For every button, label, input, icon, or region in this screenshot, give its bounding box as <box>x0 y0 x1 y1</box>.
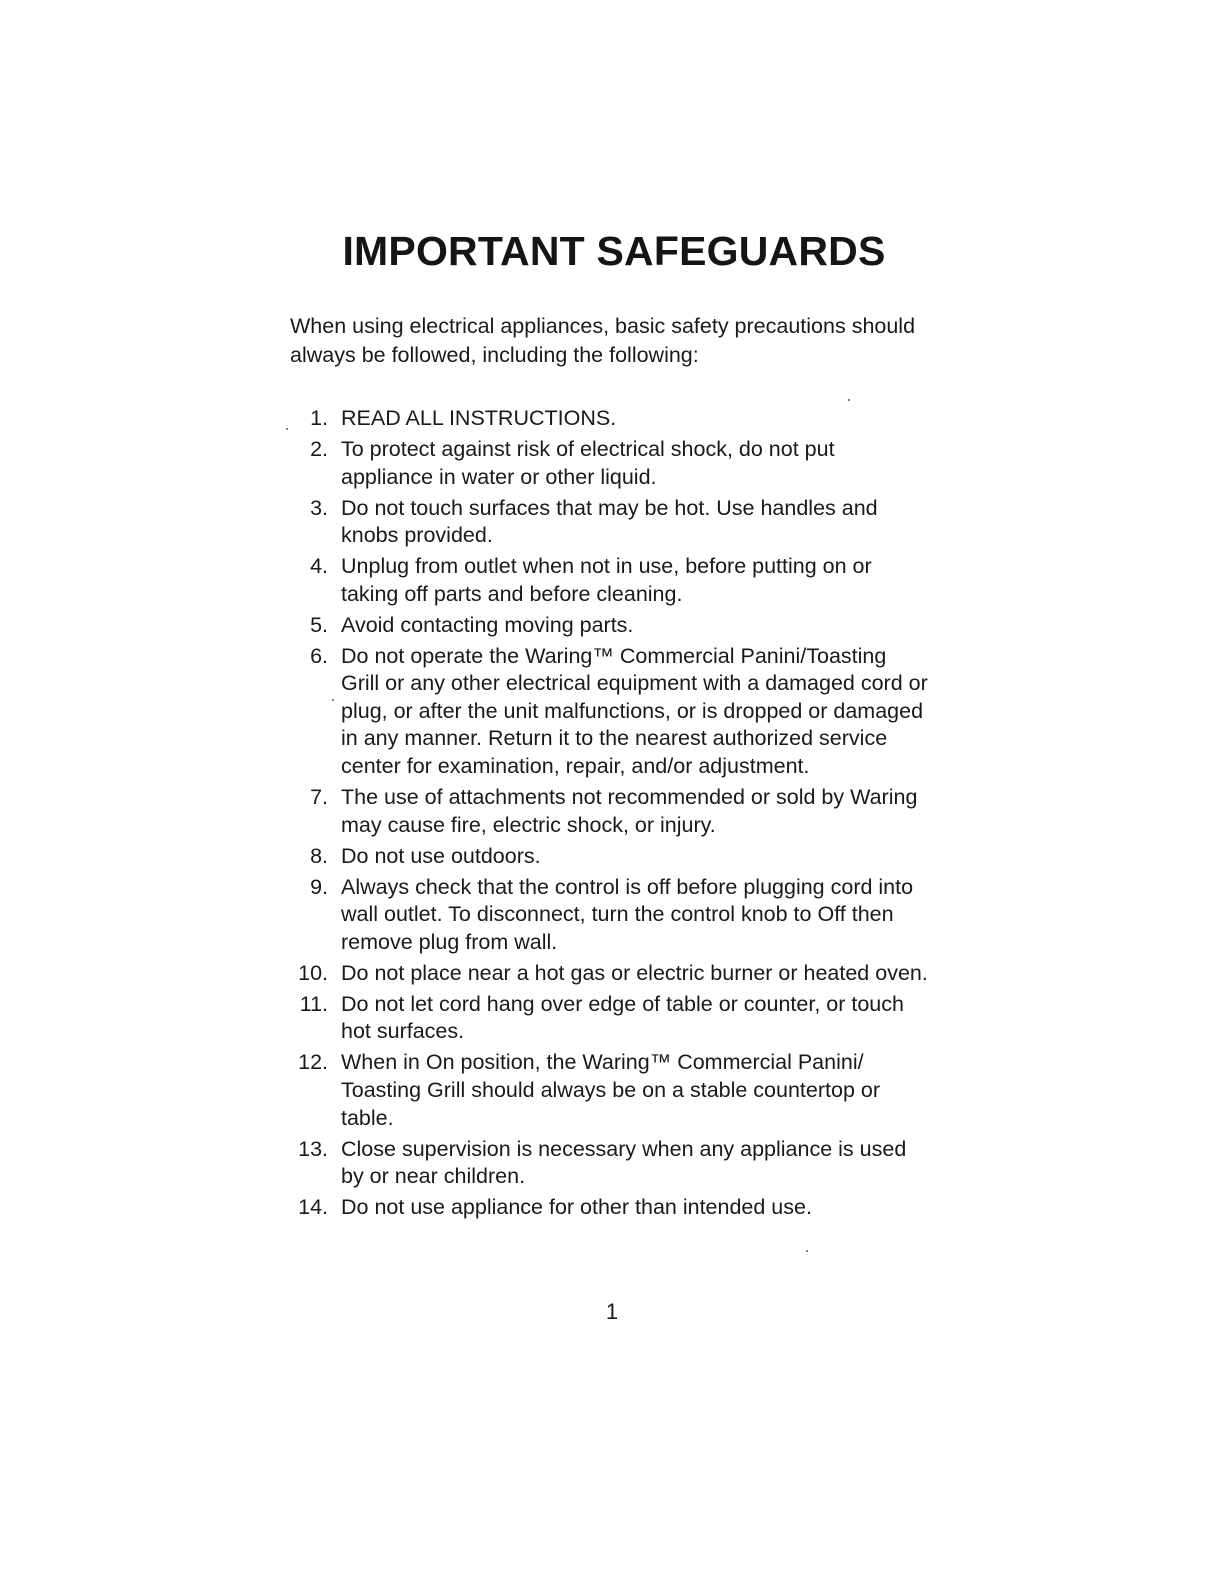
item-text: Do not place near a hot gas or electric burner or heated oven. <box>341 960 928 985</box>
list-item <box>290 612 930 640</box>
page-title: IMPORTANT SAFEGUARDS <box>342 228 886 274</box>
item-number: 9. <box>310 874 328 899</box>
item-number: 2. <box>310 436 328 461</box>
item-text: Do not touch surfaces that may be hot. Use handles and knobs provided. <box>341 495 878 548</box>
item-number: 13. <box>298 1136 328 1161</box>
item-number: 11. <box>299 991 328 1016</box>
list-item <box>290 1136 930 1191</box>
item-text: When in On position, the Waring™ Commercial Panini/ Toasting Grill should always be on a stable countertop or table. <box>341 1050 881 1130</box>
item-text: Always check that the control is off before plugging cord into wall outlet. To disconnect, turn the control knob to Off then remove plug from wall. <box>341 874 914 954</box>
scan-speck <box>332 699 334 701</box>
item-text: Do not let cord hang over edge of table or counter, or touch hot surfaces. <box>341 991 904 1044</box>
list-item <box>290 784 930 839</box>
list-item <box>290 495 930 550</box>
item-text: Do not operate the Waring™ Commercial Panini/Toasting Grill or any other electrical equipment with a damaged cord or plug, or after the unit malfunctions, or is dropped or damaged in any manner. Return it to the nearest authorized service center for examination, repair, and/or adjustment. <box>341 643 928 779</box>
item-text: The use of attachments not recommended or sold by Waring may cause fire, electric shock, or injury. <box>341 785 918 837</box>
item-text: Close supervision is necessary when any appliance is used by or near children. <box>341 1136 907 1189</box>
item-number: 6. <box>310 643 328 668</box>
list-item <box>290 436 930 491</box>
item-text: READ ALL INSTRUCTIONS. <box>341 406 617 430</box>
list-item <box>290 960 930 988</box>
scan-speck <box>806 1250 808 1252</box>
item-number: 12. <box>298 1050 328 1075</box>
item-number: 1. <box>310 406 328 430</box>
item-number: 10. <box>298 960 328 985</box>
item-number: 3. <box>310 495 328 520</box>
item-number: 8. <box>310 843 328 868</box>
item-number: 14. <box>298 1195 328 1220</box>
item-number: 4. <box>310 554 328 579</box>
list-item <box>290 1049 930 1132</box>
list-item <box>290 991 930 1046</box>
safeguards-list <box>290 405 930 1225</box>
item-text: Do not use appliance for other than intended use. <box>341 1195 812 1220</box>
item-number: 5. <box>310 612 328 637</box>
list-item <box>290 405 930 433</box>
item-text: Do not use outdoors. <box>341 843 541 868</box>
list-item <box>290 843 930 871</box>
page-number: 1 <box>605 1299 619 1324</box>
list-item <box>290 1194 930 1222</box>
scan-speck <box>848 399 850 401</box>
list-item <box>290 643 930 781</box>
list-item <box>290 874 930 957</box>
scan-speck <box>286 428 288 430</box>
item-text: Unplug from outlet when not in use, before putting on or taking off parts and before cleaning. <box>341 554 872 606</box>
item-text: To protect against risk of electrical shock, do not put appliance in water or other liquid. <box>341 436 835 489</box>
list-item <box>290 553 930 608</box>
item-text: Avoid contacting moving parts. <box>341 612 634 637</box>
item-number: 7. <box>310 785 328 810</box>
intro-paragraph: When using electrical appliances, basic safety precautions should always be followed, including the following: <box>290 314 916 367</box>
